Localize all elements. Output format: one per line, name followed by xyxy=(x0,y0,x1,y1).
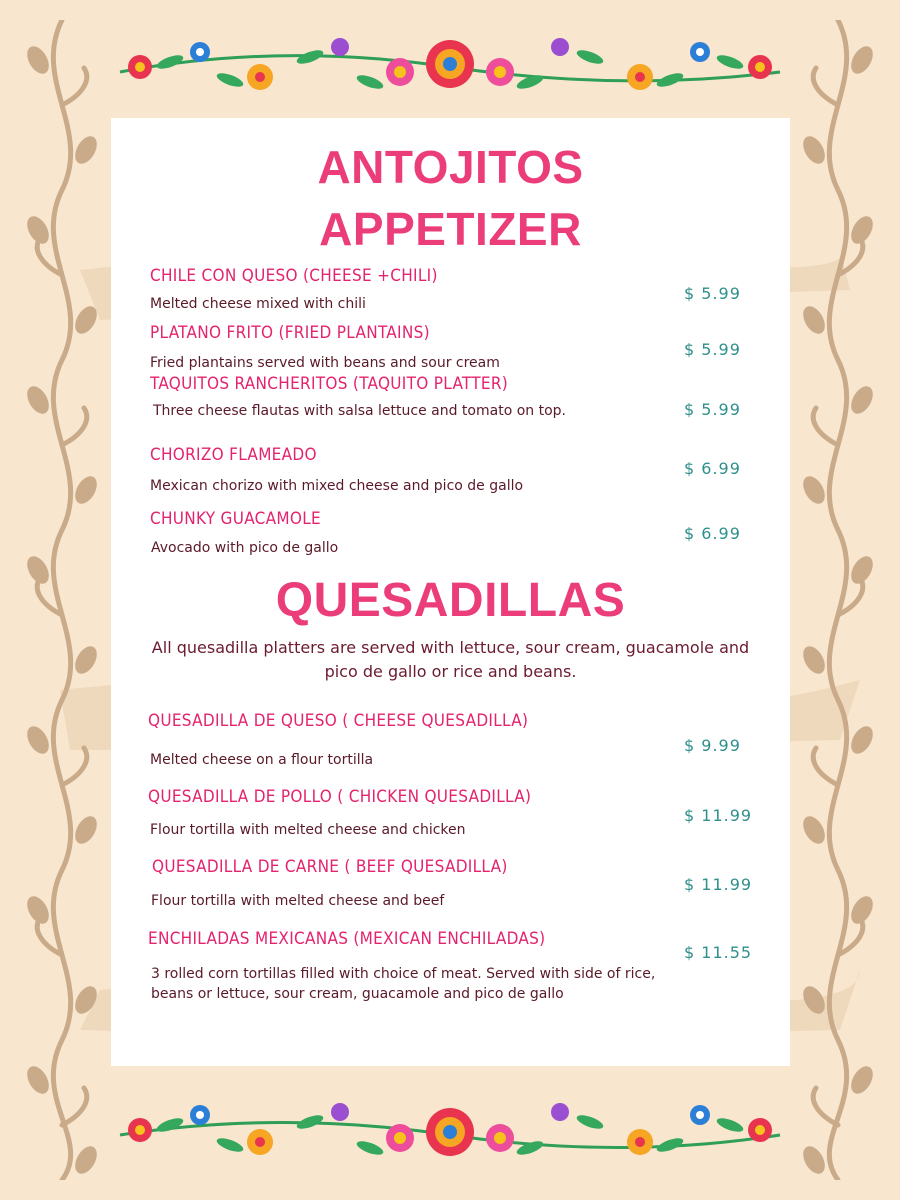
item-price: $ 5.99 xyxy=(684,400,741,419)
title-line-1: ANTOJITOS xyxy=(317,141,584,193)
swirl-ornament-icon xyxy=(798,20,878,1180)
section-intro: All quesadilla platters are served with lettuce, sour cream, guacamole and pico de gallo or rice and beans. xyxy=(151,638,750,681)
item-name: QUESADILLA DE CARNE ( BEEF QUESADILLA) xyxy=(152,857,508,877)
item-description: Three cheese flautas with salsa lettuce and tomato on top. xyxy=(153,403,566,419)
item-description: Fried plantains served with beans and sour cream xyxy=(150,355,500,371)
title-line-2: APPETIZER xyxy=(319,203,582,255)
item-price: $ 5.99 xyxy=(684,284,741,303)
item-description: Flour tortilla with melted cheese and beef xyxy=(151,893,445,909)
item-name: QUESADILLA DE POLLO ( CHICKEN QUESADILLA) xyxy=(148,787,532,807)
item-name: TAQUITOS RANCHERITOS (TAQUITO PLATTER) xyxy=(150,374,509,394)
item-name: PLATANO FRITO (FRIED PLANTAINS) xyxy=(150,323,430,343)
item-price: $ 11.99 xyxy=(684,806,753,825)
quesadillas-section-title: QUESADILLAS xyxy=(275,574,626,627)
item-description: 3 rolled corn tortillas filled with choice of meat. Served with side of rice, beans or lettuce, sour cream, guacamole and pico de gallo xyxy=(151,966,656,1002)
swirl-ornament-icon xyxy=(22,20,102,1180)
item-price: $ 5.99 xyxy=(684,340,741,359)
item-name: CHORIZO FLAMEADO xyxy=(150,445,317,465)
item-name: ENCHILADAS MEXICANAS (MEXICAN ENCHILADAS) xyxy=(148,929,546,949)
item-price: $ 9.99 xyxy=(684,736,741,755)
item-name: CHILE CON QUESO (CHEESE +CHILI) xyxy=(150,266,438,286)
item-price: $ 6.99 xyxy=(684,524,741,543)
menu-card xyxy=(111,118,790,1066)
item-price: $ 6.99 xyxy=(684,459,741,478)
item-description: Flour tortilla with melted cheese and chicken xyxy=(150,822,466,838)
item-description: Mexican chorizo with mixed cheese and pico de gallo xyxy=(150,478,524,494)
item-price: $ 11.99 xyxy=(684,875,753,894)
appetizer-section-title xyxy=(111,136,790,260)
item-description: Melted cheese on a flour tortilla xyxy=(150,752,374,768)
floral-garland-icon xyxy=(110,22,790,112)
floral-garland-icon xyxy=(110,1090,790,1180)
item-price: $ 11.55 xyxy=(684,943,753,962)
item-description: Melted cheese mixed with chili xyxy=(150,296,366,312)
item-name: CHUNKY GUACAMOLE xyxy=(150,509,322,529)
item-description: Avocado with pico de gallo xyxy=(151,540,339,556)
item-name: QUESADILLA DE QUESO ( CHEESE QUESADILLA) xyxy=(148,711,529,731)
